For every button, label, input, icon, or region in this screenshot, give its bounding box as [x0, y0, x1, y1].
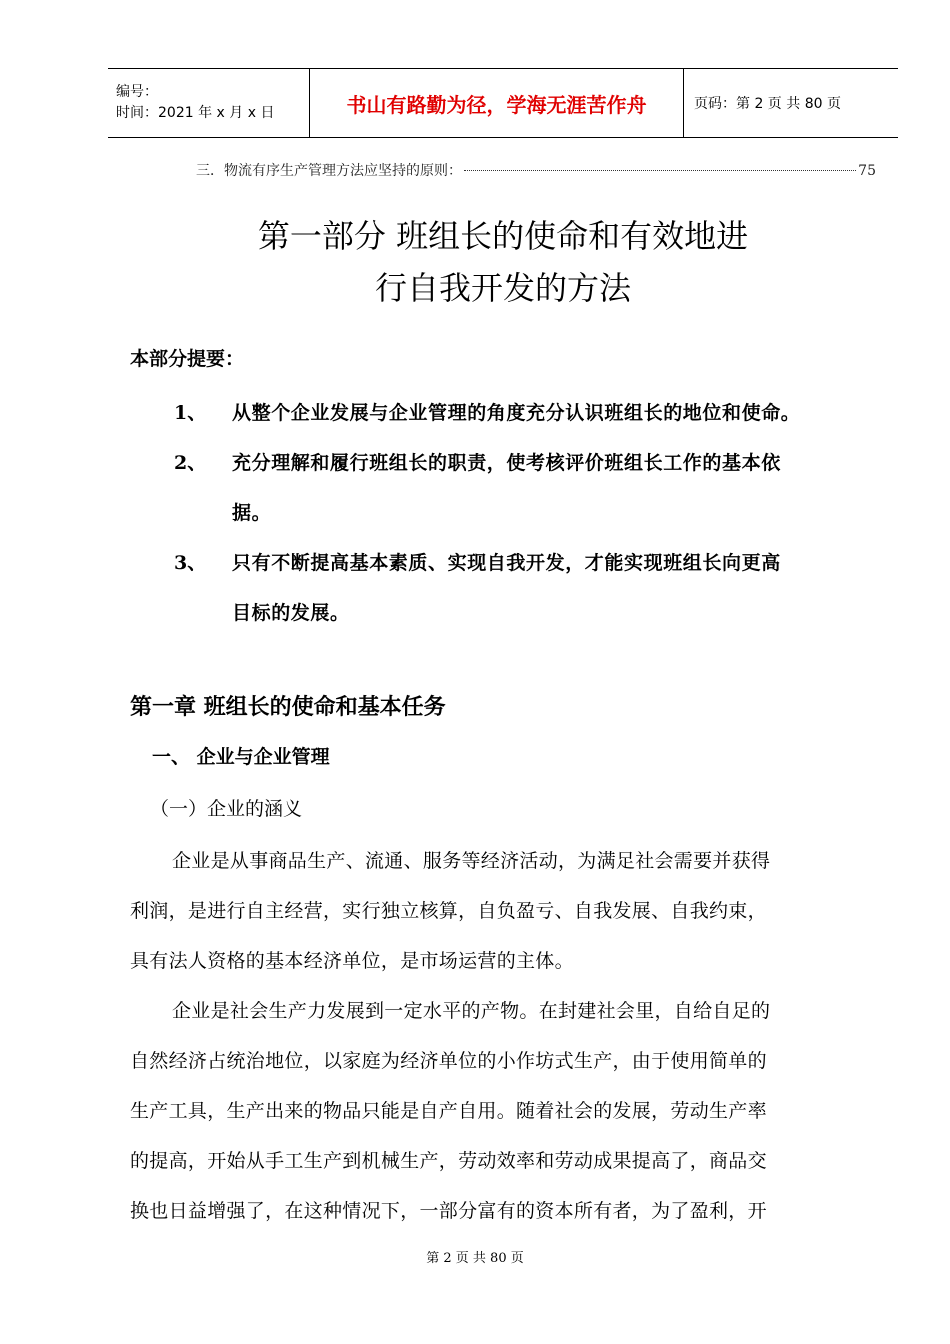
paragraph-1-line-3: 具有法人资格的基本经济单位，是市场运营的主体。 [130, 950, 574, 972]
paragraph-2-line-2: 自然经济占统治地位，以家庭为经济单位的小作坊式生产，由于使用简单的 [130, 1050, 767, 1072]
header-number-label: 编号： [116, 84, 158, 100]
summary-item-1-number: 1、 [174, 402, 207, 424]
summary-item-3-line-2: 目标的发展。 [232, 602, 350, 624]
section-heading: 一、 企业与企业管理 [152, 746, 330, 768]
summary-item-1-line-1: 从整个企业发展与企业管理的角度充分认识班组长的地位和使命。 [232, 402, 801, 424]
paragraph-2-line-4: 的提高，开始从手工生产到机械生产，劳动效率和劳动成果提高了，商品交 [130, 1150, 767, 1172]
page-header [108, 68, 898, 138]
summary-item-3-number: 3、 [174, 552, 207, 574]
toc-entry [196, 160, 876, 180]
toc-page-number: 75 [858, 163, 876, 179]
summary-label: 本部分提要： [130, 348, 245, 370]
paragraph-2-line-5: 换也日益增强了，在这种情况下，一部分富有的资本所有者，为了盈利，开 [130, 1200, 767, 1222]
header-time-label: 时间：2021 年 x 月 x 日 [116, 105, 275, 121]
paragraph-1-line-2: 利润，是进行自主经营，实行独立核算，自负盈亏、自我发展、自我约束， [130, 900, 767, 922]
header-meta [108, 69, 310, 137]
summary-item-3-line-1: 只有不断提高基本素质、实现自我开发，才能实现班组长向更高 [232, 552, 781, 574]
part-title-line-1: 第一部分 班组长的使命和有效地进 [257, 217, 749, 255]
toc-leader-dots [464, 170, 856, 171]
header-motto: 书山有路勤为径，学海无涯苦作舟 [310, 69, 684, 137]
subsection-heading: （一）企业的涵义 [150, 798, 303, 820]
part-title [130, 210, 876, 314]
chapter-heading: 第一章 班组长的使命和基本任务 [130, 695, 446, 720]
toc-entry-text: 三．物流有序生产管理方法应坚持的原则： [196, 163, 462, 179]
summary-item-2-line-2: 据。 [232, 502, 272, 524]
page-footer: 第 2 页 共 80 页 [426, 1251, 524, 1266]
summary-item-2-number: 2、 [174, 452, 207, 474]
paragraph-2-line-1: 企业是社会生产力发展到一定水平的产物。在封建社会里，自给自足的 [172, 1000, 771, 1022]
header-page-info: 页码：第 2 页 共 80 页 [694, 96, 841, 112]
summary-item-2-line-1: 充分理解和履行班组长的职责，使考核评价班组长工作的基本依 [232, 452, 781, 474]
paragraph-1-line-1: 企业是从事商品生产、流通、服务等经济活动，为满足社会需要并获得 [172, 850, 771, 872]
paragraph-2-line-3: 生产工具，生产出来的物品只能是自产自用。随着社会的发展，劳动生产率 [130, 1100, 767, 1122]
part-title-line-2: 行自我开发的方法 [374, 269, 631, 307]
